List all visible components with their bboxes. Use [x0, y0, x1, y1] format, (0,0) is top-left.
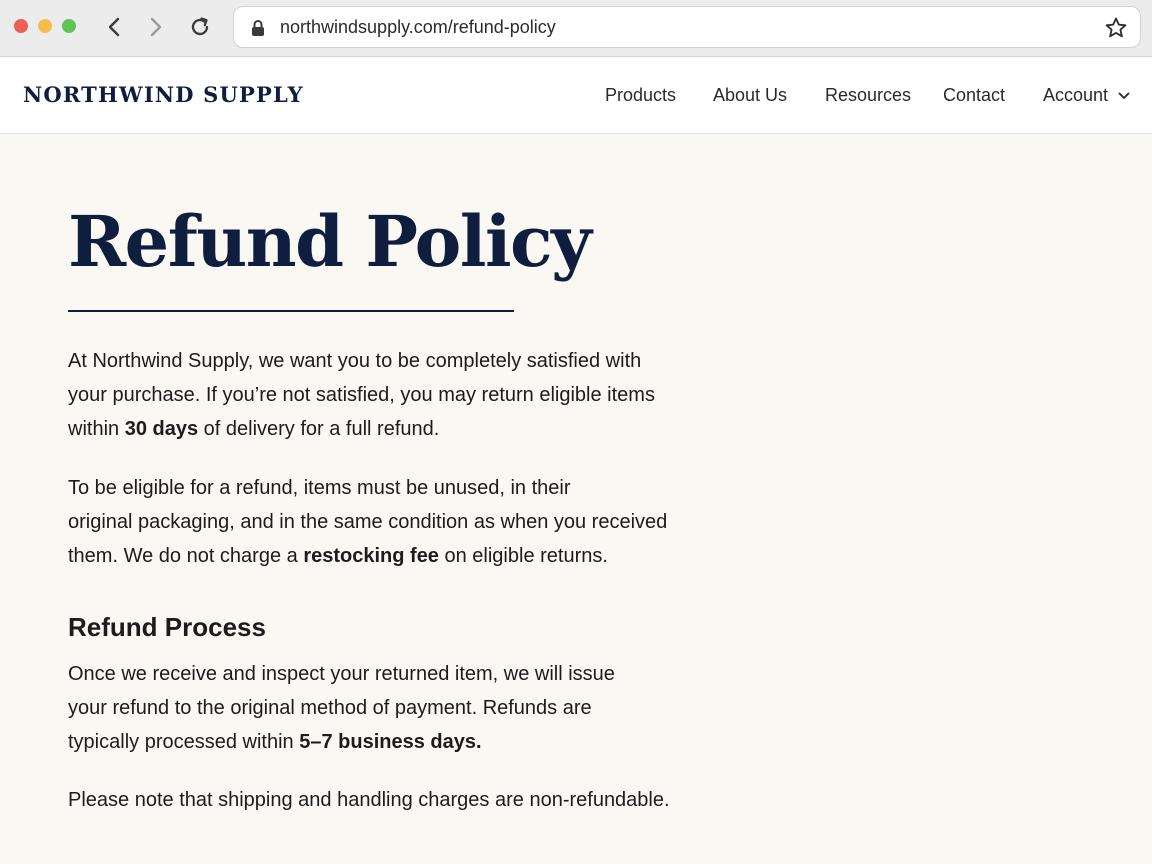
- chevron-left-icon: [106, 16, 122, 38]
- nav-account-dropdown[interactable]: [1043, 85, 1130, 106]
- text-run: on eligible returns.: [438, 545, 608, 567]
- site-logo[interactable]: NORTHWIND SUPPLY: [23, 82, 304, 107]
- intro-paragraph: [68, 344, 668, 446]
- paragraph-line: your refund to the original method of payment. Refunds are: [68, 697, 592, 719]
- nav-products[interactable]: Products: [605, 85, 677, 105]
- text-run: of delivery for a full refund.: [198, 418, 440, 440]
- paragraph-line: original packaging, and in the same condition as when you received: [68, 511, 668, 533]
- address-bar[interactable]: [233, 6, 1141, 48]
- reload-icon: [188, 15, 212, 39]
- maximize-window-button[interactable]: [62, 19, 76, 33]
- back-button[interactable]: [101, 14, 127, 40]
- paragraph-line: [68, 725, 668, 759]
- paragraph-line: At Northwind Supply, we want you to be completely satisfied with: [68, 350, 642, 372]
- restocking-fee-emphasis: restocking fee: [303, 545, 439, 567]
- processing-time-emphasis: 5–7 business days.: [299, 731, 482, 753]
- text-run: them. We do not charge a: [68, 545, 304, 567]
- site-header: [0, 58, 1152, 134]
- lock-icon: [251, 19, 265, 37]
- nav-contact[interactable]: Contact: [943, 85, 1006, 105]
- title-underline: [68, 310, 514, 312]
- url-text[interactable]: northwindsupply.com/refund-policy: [280, 17, 556, 37]
- chevron-down-icon: [1118, 92, 1130, 100]
- page-title: Refund Policy: [68, 200, 591, 283]
- paragraph-line: Once we receive and inspect your returned item, we will issue: [68, 663, 615, 685]
- reload-button[interactable]: [187, 14, 213, 40]
- nav-account-label: Account: [1043, 85, 1109, 105]
- paragraph-line: your purchase. If you’re not satisfied, you may return eligible items: [68, 384, 655, 406]
- paragraph-line: [68, 539, 668, 573]
- section-heading-refund-process: Refund Process: [68, 612, 266, 642]
- paragraph-line: [68, 412, 668, 446]
- text-run: within: [68, 418, 125, 440]
- eligibility-paragraph: [68, 471, 668, 573]
- nav-resources[interactable]: Resources: [825, 85, 912, 105]
- browser-toolbar: [0, 0, 1152, 57]
- refund-process-paragraph: [68, 657, 668, 759]
- nav-about-us[interactable]: About Us: [713, 85, 788, 105]
- paragraph-line: To be eligible for a refund, items must be unused, in their: [68, 477, 571, 499]
- star-icon[interactable]: [1104, 16, 1128, 40]
- paragraph-line: Please note that shipping and handling charges are non-refundable.: [68, 789, 670, 811]
- close-window-button[interactable]: [14, 19, 28, 33]
- forward-button[interactable]: [143, 14, 169, 40]
- text-run: typically processed within: [68, 731, 300, 753]
- chevron-right-icon: [148, 16, 164, 38]
- minimize-window-button[interactable]: [38, 19, 52, 33]
- return-window-emphasis: 30 days: [124, 418, 199, 440]
- shipping-note-paragraph: [68, 783, 668, 817]
